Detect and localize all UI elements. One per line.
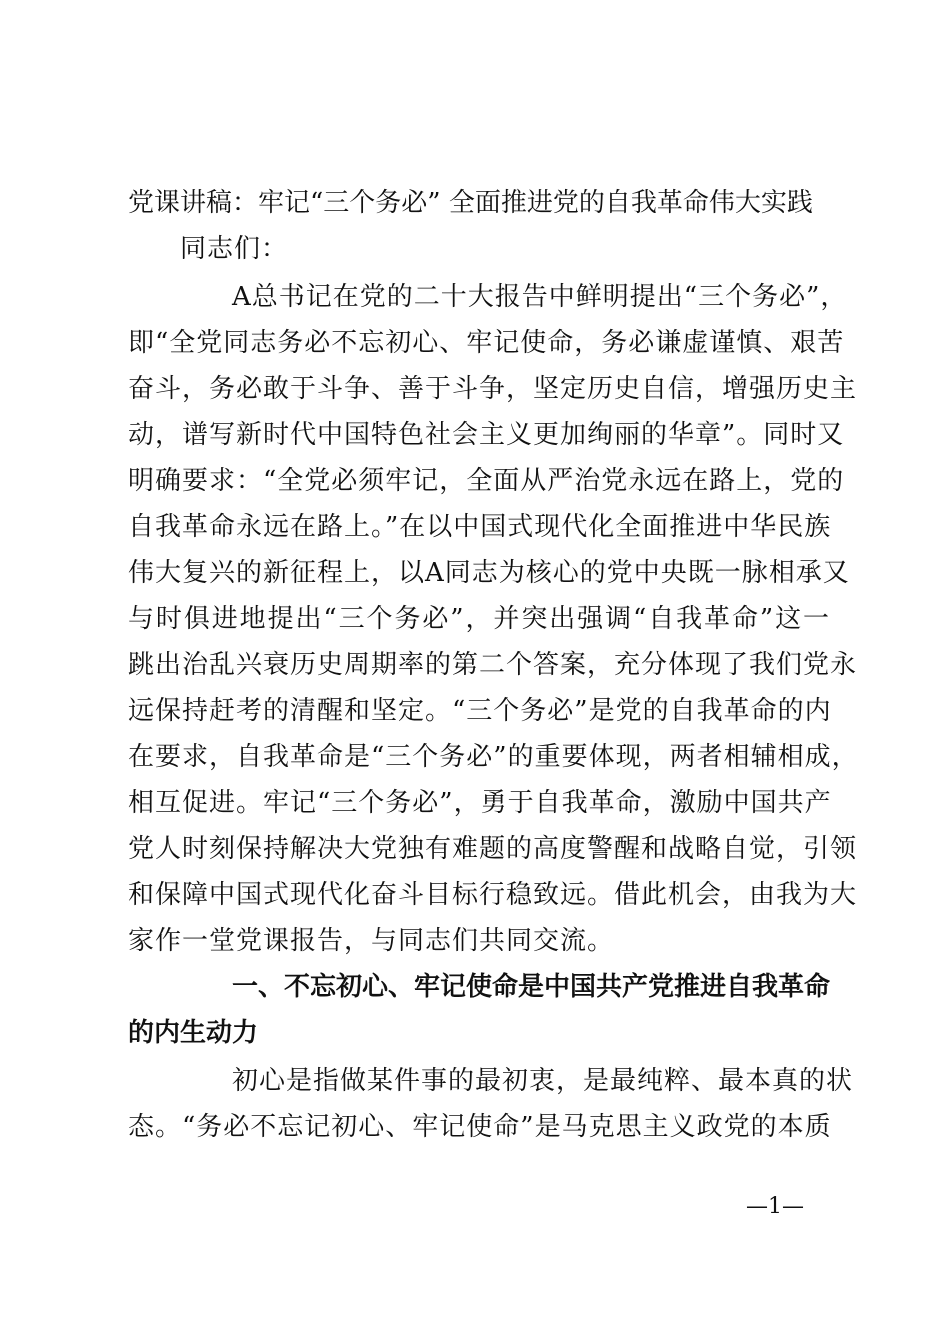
paragraph-line: 相互促进。牢记“三个务必”，勇于自我革命，激励中国共产: [128, 788, 832, 818]
salutation: 同志们：: [180, 234, 289, 264]
section-heading: 的内生动力: [128, 1018, 259, 1048]
paragraph-line: 跳出治乱兴衰历史周期率的第二个答案，充分体现了我们党永: [128, 650, 858, 680]
document-title: 党课讲稿：牢记“三个务必” 全面推进党的自我革命伟大实践: [128, 188, 813, 218]
paragraph-line: 即“全党同志务必不忘初心、牢记使命，务必谦虚谨慎、艰苦: [128, 328, 845, 358]
page-number: —1—: [746, 1194, 804, 1219]
paragraph-line: A总书记在党的二十大报告中鲜明提出“三个务必”，: [232, 282, 848, 312]
paragraph-line: 明确要求：“全党必须牢记，全面从严治党永远在路上，党的: [128, 466, 845, 496]
paragraph-line: 态。“务必不忘记初心、牢记使命”是马克思主义政党的本质: [128, 1112, 832, 1142]
paragraph-line: 自我革命永远在路上。”在以中国式现代化全面推进中华民族: [128, 512, 832, 542]
paragraph-line: 远保持赶考的清醒和坚定。“三个务必”是党的自我革命的内: [128, 696, 832, 726]
paragraph-line: 伟大复兴的新征程上，以A同志为核心的党中央既一脉相承又: [128, 558, 850, 588]
paragraph-line: 与时俱进地提出“三个务必”，并突出强调“自我革命”这一: [128, 604, 830, 634]
paragraph-line: 家作一堂党课报告，与同志们共同交流。: [128, 926, 615, 956]
paragraph-line: 奋斗，务必敢于斗争、善于斗争，坚定历史自信，增强历史主: [128, 374, 858, 404]
paragraph-line: 党人时刻保持解决大党独有难题的高度警醒和战略自觉，引领: [128, 834, 858, 864]
paragraph-line: 和保障中国式现代化奋斗目标行稳致远。借此机会，由我为大: [128, 880, 858, 910]
paragraph-line: 在要求，自我革命是“三个务必”的重要体现，两者相辅相成，: [128, 742, 859, 772]
paragraph-line: 初心是指做某件事的最初衷，是最纯粹、最本真的状: [232, 1066, 854, 1096]
section-heading: 一、不忘初心、牢记使命是中国共产党推进自我革命: [232, 972, 831, 1002]
paragraph-line: 动，谱写新时代中国特色社会主义更加绚丽的华章”。同时又: [128, 420, 845, 450]
